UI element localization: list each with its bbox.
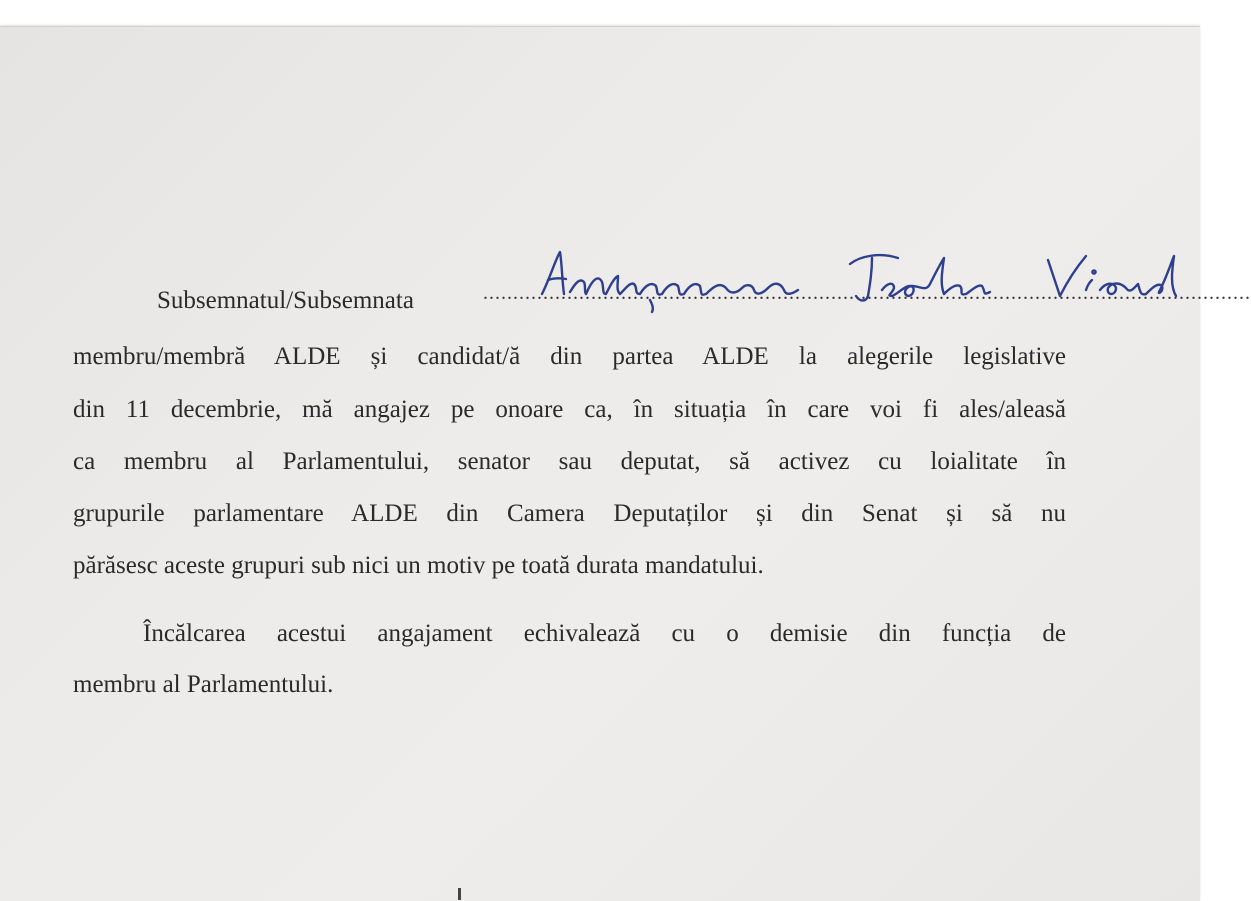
- body-line-3: ca membru al Parlamentului, senator sau deputat, să activez cu loialitate în: [73, 448, 1066, 475]
- body-line-4: grupurile parlamentare ALDE din Camera Deputaților și din Senat și să nu: [73, 500, 1066, 527]
- body-line-1: membru/membră ALDE și candidat/ă din partea ALDE la alegerile legislative: [73, 343, 1066, 370]
- body-line-2: din 11 decembrie, mă angajez pe onoare ca, în situația în care voi fi ales/aleasă: [73, 396, 1066, 423]
- handwritten-signature: [520, 238, 1180, 328]
- body-line-5: părăsesc aceste grupuri sub nici un motiv pe toată durata mandatului.: [73, 552, 764, 579]
- paragraph-2-line-2: membru al Parlamentului.: [73, 671, 334, 698]
- field-label: Subsemnatul/Subsemnata: [157, 287, 414, 314]
- field-dotted-line: ................................................................................................................................: [483, 282, 1251, 304]
- paper-mark: [458, 888, 461, 900]
- paragraph-2-line-1: Încălcarea acestui angajament echivalează cu o demisie din funcția de: [143, 620, 1066, 647]
